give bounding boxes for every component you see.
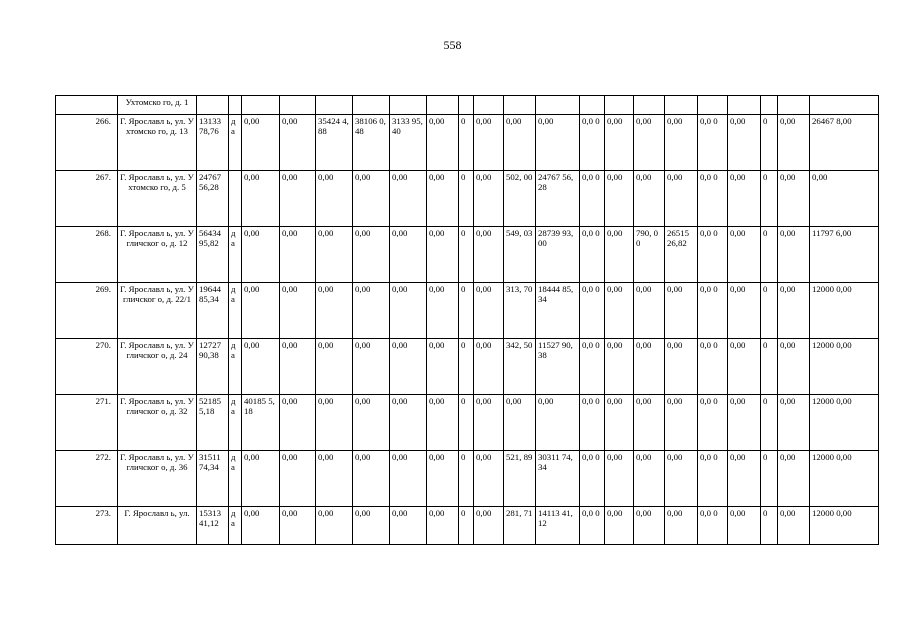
cell-col9: 0,00 [427,339,459,395]
cell-col10: 0 [459,339,474,395]
cell-col4: 40185 5,18 [242,395,280,451]
cell-col4: 0,00 [242,283,280,339]
cell-total-cost: 15313 41,12 [197,507,229,545]
cell-total-cost: 52185 5,18 [197,395,229,451]
cell-col22: 0,00 [810,171,879,227]
cell-col11: 0,00 [474,171,504,227]
cell-col9: 0,00 [427,451,459,507]
cell-col22: 11797 6,00 [810,227,879,283]
cell-col19: 0,00 [728,283,761,339]
cell-col10: 0 [459,227,474,283]
cell-col22: 12000 0,00 [810,451,879,507]
cell-flag: д а [229,507,242,545]
cell-col6: 0,00 [316,227,353,283]
cell-col18: 0,0 0 [698,171,728,227]
cell-col5: 0,00 [280,507,316,545]
cell-col19: 0,00 [728,115,761,171]
cell-col8: 3133 95,40 [390,115,427,171]
cell-col13: 0,00 [536,115,580,171]
cell-col21: 0,00 [778,339,810,395]
cell-col15: 0,00 [605,395,634,451]
cell-col7: 0,00 [353,395,390,451]
cell-col7: 0,00 [353,451,390,507]
cell-col18: 0,0 0 [698,339,728,395]
cell-col17: 0,00 [665,283,698,339]
cell-col13: 18444 85,34 [536,283,580,339]
cell-col6: 35424 4,88 [316,115,353,171]
cell-col16: 0,00 [634,171,665,227]
cell-col15: 0,00 [605,507,634,545]
cell-col17: 0,00 [665,507,698,545]
cell-col6: 0,00 [316,171,353,227]
cell-address: Г. Ярославл ь, ул. Угличског о, д. 12 [118,227,197,283]
cell-flag: д а [229,115,242,171]
cell-col15: 0,00 [605,227,634,283]
cell-col21: 0,00 [778,115,810,171]
cell-col9: 0,00 [427,227,459,283]
cell-col8: 0,00 [390,227,427,283]
cell-col11: 0,00 [474,283,504,339]
cell-col22: 12000 0,00 [810,507,879,545]
cell-col22: 12000 0,00 [810,283,879,339]
cell-col12: 313, 70 [504,283,536,339]
cell-col12: 549, 03 [504,227,536,283]
cell-col20: 0 [761,115,778,171]
cell-col8: 0,00 [390,339,427,395]
cell-number [56,96,118,115]
cell-col14: 0,0 0 [580,507,605,545]
cell-col18: 0,0 0 [698,451,728,507]
cell-col20: 0 [761,171,778,227]
cell-address: Г. Ярославл ь, ул. Угличског о, д. 22/1 [118,283,197,339]
cell-col19: 0,00 [728,507,761,545]
cell-col11: 0,00 [474,451,504,507]
cell-col10: 0 [459,451,474,507]
cell-col5: 0,00 [280,227,316,283]
cell-col7: 0,00 [353,339,390,395]
cell-number: 273. [56,507,118,545]
cell-address: Г. Ярославл ь, ул. Ухтомско го, д. 13 [118,115,197,171]
cell-col21: 0,00 [778,395,810,451]
cell-col6: 0,00 [316,339,353,395]
table-row [56,395,879,451]
cell-flag: д а [229,339,242,395]
cell-number: 272. [56,451,118,507]
cell-col9: 0,00 [427,507,459,545]
cell-col6: 0,00 [316,395,353,451]
cell-col11: 0,00 [474,115,504,171]
cell-col20: 0 [761,395,778,451]
cell-col11: 0,00 [474,227,504,283]
cell-col16: 0,00 [634,339,665,395]
cell-total-cost: 13133 78,76 [197,115,229,171]
cell-col21: 0,00 [778,283,810,339]
cell-col15: 0,00 [605,283,634,339]
cell-col17: 0,00 [665,451,698,507]
cell-col19: 0,00 [728,451,761,507]
cell-col17: 0,00 [665,339,698,395]
cell-col16: 0,00 [634,507,665,545]
cell-col9: 0,00 [427,115,459,171]
page-number: 558 [443,38,462,52]
cell-col10: 0 [459,171,474,227]
cell-col5: 0,00 [280,339,316,395]
cell-col6: 0,00 [316,451,353,507]
cell-col11: 0,00 [474,339,504,395]
cell-flag [229,171,242,227]
cell-number: 270. [56,339,118,395]
table-row [56,507,879,545]
cell-col11: 0,00 [474,395,504,451]
cell-col18: 0,0 0 [698,227,728,283]
cell-col17: 0,00 [665,395,698,451]
cell-col4: 0,00 [242,451,280,507]
cell-flag: д а [229,227,242,283]
cell-col7: 0,00 [353,171,390,227]
table-row [56,451,879,507]
cell-total-cost: 24767 56,28 [197,171,229,227]
cell-col15: 0,00 [605,171,634,227]
cell-col12: 0,00 [504,395,536,451]
cell-col10: 0 [459,283,474,339]
cell-col16: 0,00 [634,395,665,451]
table-row [56,171,879,227]
cell-number: 271. [56,395,118,451]
cell-col13: 14113 41,12 [536,507,580,545]
cell-total-cost: 31511 74,34 [197,451,229,507]
cell-address: Г. Ярославл ь, ул. Ухтомско го, д. 5 [118,171,197,227]
cell-col17: 0,00 [665,171,698,227]
cell-col6: 0,00 [316,283,353,339]
cell-col17: 0,00 [665,115,698,171]
cell-col20: 0 [761,451,778,507]
cell-col8: 0,00 [390,395,427,451]
cell-col16: 0,00 [634,283,665,339]
cell-col10: 0 [459,507,474,545]
cell-flag: д а [229,283,242,339]
cell-col20: 0 [761,227,778,283]
cell-col12: 0,00 [504,115,536,171]
cell-address: Г. Ярославл ь, ул. Угличског о, д. 36 [118,451,197,507]
table-row [56,283,879,339]
cell-col22: 12000 0,00 [810,395,879,451]
cell-col16: 0,00 [634,115,665,171]
cell-address: Г. Ярославл ь, ул. [118,507,197,545]
cell-address: Ухтомско го, д. 1 [118,96,197,115]
cell-col7: 0,00 [353,227,390,283]
cell-col14: 0,0 0 [580,395,605,451]
cell-col15: 0,00 [605,339,634,395]
cell-col13: 30311 74,34 [536,451,580,507]
cell-total-cost: 12727 90,38 [197,339,229,395]
cell-flag: д а [229,451,242,507]
cell-number: 267. [56,171,118,227]
cell-col4: 0,00 [242,115,280,171]
table-row [56,227,879,283]
cell-col20: 0 [761,283,778,339]
cell-col12: 281, 71 [504,507,536,545]
cell-total-cost: 19644 85,34 [197,283,229,339]
table-row-continued [56,96,879,115]
cell-col18: 0,0 0 [698,507,728,545]
cell-col18: 0,0 0 [698,283,728,339]
cell-col8: 0,00 [390,451,427,507]
cell-col19: 0,00 [728,395,761,451]
cell-col4: 0,00 [242,227,280,283]
cell-col5: 0,00 [280,283,316,339]
cell-col14: 0,0 0 [580,339,605,395]
cell-number: 268. [56,227,118,283]
register-table [55,95,879,545]
cell-address: Г. Ярославл ь, ул. Угличског о, д. 32 [118,395,197,451]
cell-col21: 0,00 [778,171,810,227]
cell-col7: 0,00 [353,507,390,545]
cell-col16: 0,00 [634,451,665,507]
cell-col13: 24767 56,28 [536,171,580,227]
cell-col19: 0,00 [728,339,761,395]
cell-col21: 0,00 [778,451,810,507]
cell-col22: 12000 0,00 [810,339,879,395]
cell-col16: 790, 00 [634,227,665,283]
cell-col18: 0,0 0 [698,115,728,171]
cell-col15: 0,00 [605,115,634,171]
cell-col9: 0,00 [427,171,459,227]
cell-col21: 0,00 [778,227,810,283]
cell-col19: 0,00 [728,171,761,227]
cell-col4: 0,00 [242,171,280,227]
cell-col14: 0,0 0 [580,227,605,283]
cell-col15: 0,00 [605,451,634,507]
cell-col14: 0,0 0 [580,283,605,339]
cell-col13: 0,00 [536,395,580,451]
table-row [56,115,879,171]
cell-col14: 0,0 0 [580,171,605,227]
table-row [56,339,879,395]
cell-col21: 0,00 [778,507,810,545]
cell-col13: 28739 93,00 [536,227,580,283]
cell-col11: 0,00 [474,507,504,545]
cell-col12: 521, 89 [504,451,536,507]
cell-col18: 0,0 0 [698,395,728,451]
cell-col8: 0,00 [390,507,427,545]
cell-number: 269. [56,283,118,339]
cell-col5: 0,00 [280,115,316,171]
cell-col14: 0,0 0 [580,115,605,171]
cell-col5: 0,00 [280,451,316,507]
cell-col4: 0,00 [242,507,280,545]
cell-col19: 0,00 [728,227,761,283]
cell-col14: 0,0 0 [580,451,605,507]
cell-total-cost: 56434 95,82 [197,227,229,283]
cell-col10: 0 [459,115,474,171]
cell-col10: 0 [459,395,474,451]
cell-col8: 0,00 [390,283,427,339]
cell-col5: 0,00 [280,395,316,451]
cell-col12: 502, 00 [504,171,536,227]
cell-col13: 11527 90,38 [536,339,580,395]
cell-col5: 0,00 [280,171,316,227]
cell-col17: 26515 26,82 [665,227,698,283]
cell-col9: 0,00 [427,395,459,451]
cell-address: Г. Ярославл ь, ул. Угличског о, д. 24 [118,339,197,395]
cell-flag: д а [229,395,242,451]
cell-col6: 0,00 [316,507,353,545]
cell-col20: 0 [761,339,778,395]
cell-col8: 0,00 [390,171,427,227]
cell-col20: 0 [761,507,778,545]
cell-col22: 26467 8,00 [810,115,879,171]
cell-col7: 0,00 [353,283,390,339]
cell-col4: 0,00 [242,339,280,395]
cell-col12: 342, 50 [504,339,536,395]
cell-col9: 0,00 [427,283,459,339]
cell-col7: 38106 0,48 [353,115,390,171]
cell-number: 266. [56,115,118,171]
